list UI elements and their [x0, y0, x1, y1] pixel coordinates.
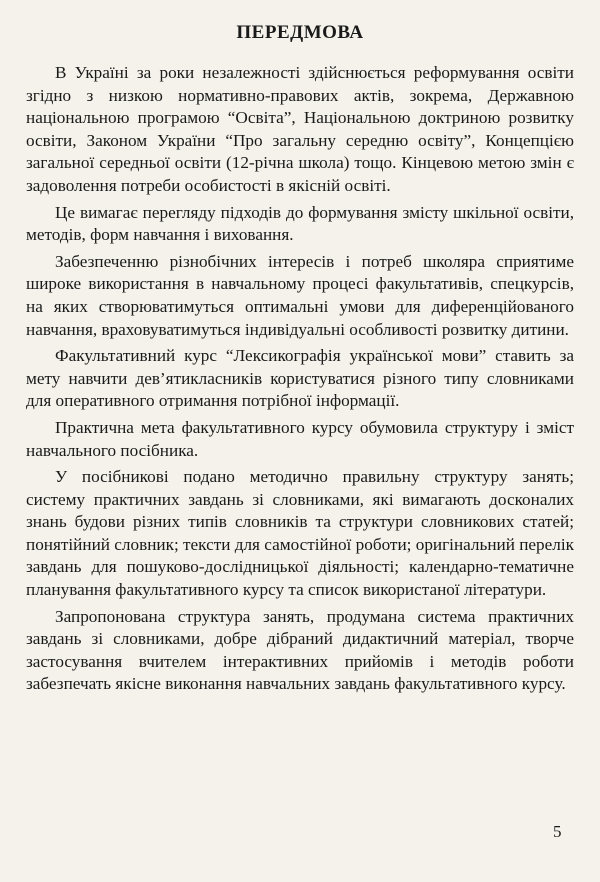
paragraph-3: Забезпеченню різнобічних інтересів і потреб школяра сприятиме широке використання в навчальному процесі факультативів, спецкурсів, на яких створюватимуться оптимальні умови для диференційованого навчання, враховуватимуться індивідуальні особливості розвитку дитини. — [26, 251, 574, 339]
paragraph-7: Запропонована структура занять, продумана система практичних завдань зі словниками, добре дібраний дидактичний матеріал, творче застосування вчителем інтерактивних прийомів і методів роботи забезпечать якісне виконання навчальних завдань факультативного курсу. — [26, 606, 574, 694]
paragraph-1: В Україні за роки незалежності здійснюється реформування освіти згідно з низкою нормативно-правових актів, зокрема, Державною національною програмою “Освіта”, Національною доктриною розвитку освіти, Законом України “Про загальну середню освіту”, Концепцією загальної середньої освіти (12-річна школа) тощо. Кінцевою метою змін є задоволення потреби особистості в якісній освіті. — [26, 63, 574, 195]
page-title: ПЕРЕДМОВА — [236, 22, 364, 43]
page-number: 5 — [553, 822, 562, 841]
paragraph-2: Це вимагає перегляду підходів до формування змісту шкільної освіти, методів, форм навчання і виховання. — [26, 202, 574, 245]
body-text — [26, 62, 574, 700]
paragraph-4: Факультативний курс “Лексикографія української мови” ставить за мету навчити дев’ятикласників користуватися різного типу словниками для оперативного отримання потрібної інформації. — [26, 346, 574, 411]
paragraph-5: Практична мета факультативного курсу обумовила структуру і зміст навчального посібника. — [26, 417, 574, 460]
paragraph-6: У посібникові подано методично правильну структуру занять; систему практичних завдань зі словниками, які вимагають досконалих знань будови різних типів словників та структури словникових статей; понятійний словник; тексти для самостійної роботи; оригінальний перелік завдань для пошуково-дослідницької діяльності; календарно-тематичне планування факультативного курсу та список використаної літератури. — [26, 467, 574, 600]
